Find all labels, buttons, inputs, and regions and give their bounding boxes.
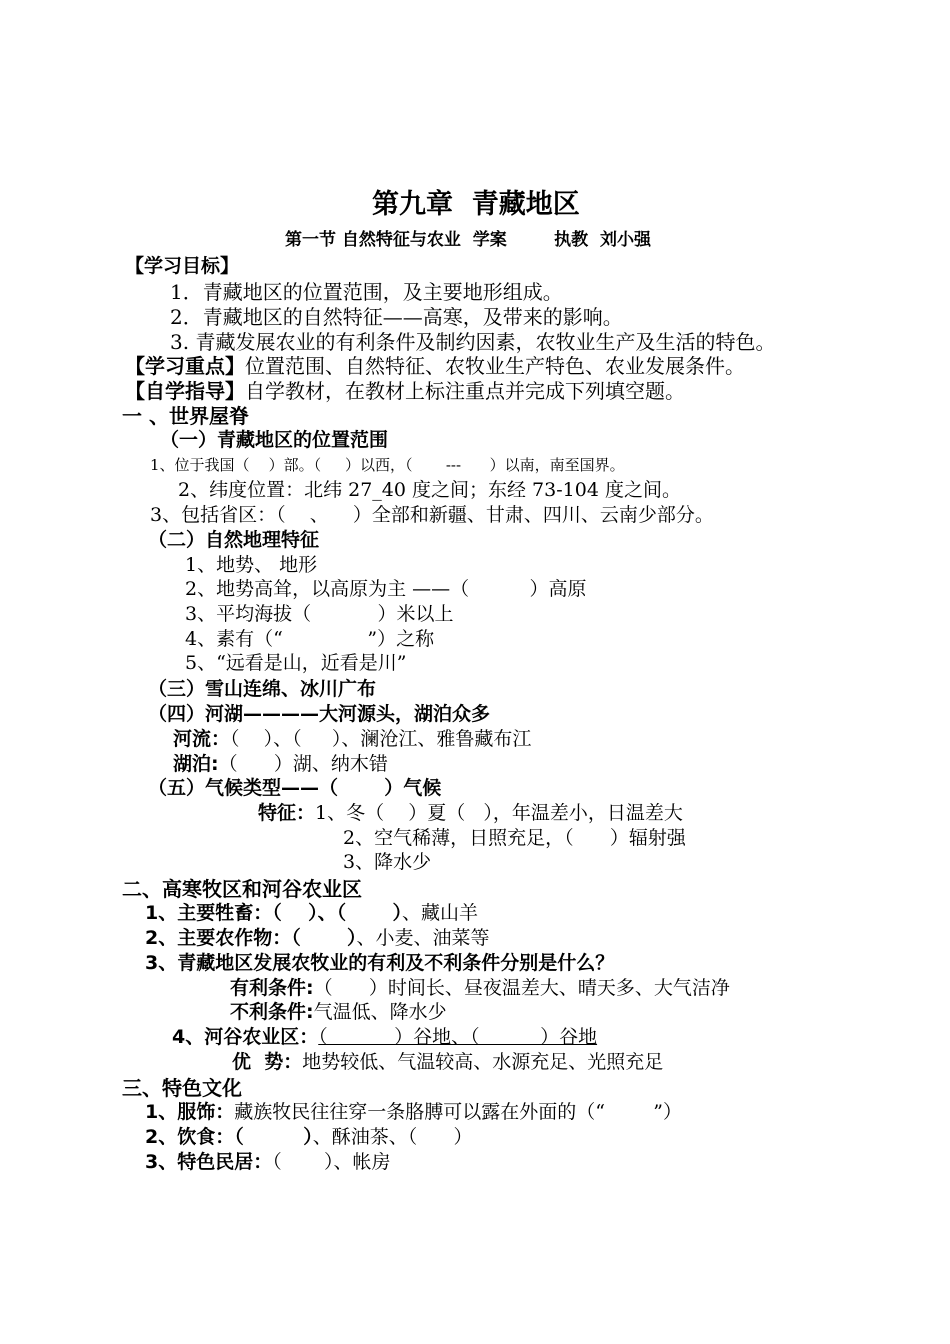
feature-item: 5、“远看是山，近看是川”	[185, 652, 407, 674]
favorable-text: （ ）时间长、昼夜温差大、晴天多、大气洁净	[313, 977, 730, 999]
climate-feature-2: 2、空气稀薄，日照充足，（ ）辐射强	[343, 827, 686, 849]
section-2-heading: 二、高寒牧区和河谷农业区	[122, 877, 362, 901]
key-points-text: 位置范围、自然特征、农牧业生产特色、农业发展条件。	[245, 354, 745, 378]
livestock-text: 、藏山羊	[401, 902, 478, 924]
section-1-sub-4-heading: （四）河湖————大河源头，湖泊众多	[148, 703, 491, 725]
goals-heading: 【学习目标】	[125, 255, 240, 277]
crops-line	[145, 929, 490, 948]
section-3-heading: 三、特色文化	[122, 1076, 242, 1100]
valley-agriculture-line	[172, 1028, 597, 1047]
crops-label: 2、主要农作物：（ ）	[145, 927, 357, 949]
favorable-line	[230, 979, 730, 998]
unfavorable-line	[230, 1003, 447, 1022]
lakes-text: （ ）湖、纳木错	[218, 753, 388, 775]
advantages-text: 地势较低、气温较高、水源充足、光照充足	[302, 1051, 664, 1073]
section-1-sub-1-heading: （一）青藏地区的位置范围	[160, 429, 389, 451]
page-subtitle: 第一节 自然特征与农业 学案 执教 刘小强	[285, 230, 651, 250]
study-guide-text: 自学教材，在教材上标注重点并完成下列填空题。	[245, 379, 685, 403]
food-text: 、酥油茶、（ ）	[312, 1126, 473, 1148]
clothing-line	[145, 1103, 682, 1122]
location-line: 1、位于我国（ ）部。（ ）以西，（ --- ）以南，南至国界。	[150, 456, 625, 474]
conditions-question: 3、青藏地区发展农牧业的有利及不利条件分别是什么？	[145, 952, 615, 974]
climate-feature-1	[258, 804, 683, 823]
study-guide	[125, 381, 685, 401]
section-1-sub-2-heading: （二）自然地理特征	[148, 529, 320, 551]
key-points-label: 【学习重点】	[125, 354, 245, 378]
study-guide-label: 【自学指导】	[125, 379, 245, 403]
livestock-line	[145, 904, 478, 923]
food-line	[145, 1128, 473, 1147]
livestock-label: 1、主要牲畜：（ ）、（ ）	[145, 902, 402, 924]
clothing-label: 1、服饰：	[145, 1101, 235, 1123]
section-1-sub-3-heading: （三）雪山连绵、冰川广布	[148, 678, 377, 700]
rivers-label: 河流：	[173, 728, 231, 750]
goal-item: 2．青藏地区的自然特征——高寒，及带来的影响。	[170, 305, 623, 329]
feature-item: 4、素有（“ ”）之称	[185, 628, 435, 650]
advantages-line	[232, 1053, 663, 1072]
feature-item: 1、地势、 地形	[185, 554, 318, 576]
housing-line	[145, 1153, 391, 1172]
crops-text: 、小麦、油菜等	[356, 927, 490, 949]
rivers-line	[173, 730, 531, 749]
climate-feature-label: 特征：	[258, 802, 316, 824]
feature-item: 3、平均海拔（ ）米以上	[185, 603, 454, 625]
lakes-line	[173, 755, 388, 774]
rivers-text: （ ）、（ ）、澜沧江、雅鲁藏布江	[230, 728, 532, 750]
lakes-label: 湖泊:	[173, 753, 219, 775]
goal-item: 3. 青藏发展农业的有利条件及制约因素，农牧业生产及生活的特色。	[170, 330, 776, 354]
goal-item: 1．青藏地区的位置范围，及主要地形组成。	[170, 280, 563, 304]
housing-label: 3、特色民居：	[145, 1151, 273, 1173]
latitude-line: 2、纬度位置：北纬 27_40 度之间；东经 73-104 度之间。	[178, 479, 681, 501]
advantages-label: 优 势：	[232, 1051, 303, 1073]
valley-agriculture-text: （ ）谷地、（ ）谷地	[318, 1026, 598, 1048]
provinces-line: 3、包括省区：（ 、 ）全部和新疆、甘肃、四川、云南少部分。	[150, 504, 714, 526]
climate-feature-3: 3、降水少	[343, 851, 432, 873]
key-points	[125, 356, 745, 376]
climate-feature-text: 1、冬（ ）夏（ ），年温差小，日温差大	[315, 802, 683, 824]
section-1-sub-5-heading: （五）气候类型——（ ）气候	[148, 777, 442, 799]
food-label: 2、饮食：（ ）	[145, 1126, 313, 1148]
valley-agriculture-label: 4、河谷农业区：	[172, 1026, 319, 1048]
section-1-heading: 一 、世界屋脊	[122, 404, 249, 428]
clothing-text: 藏族牧民往往穿一条胳膊可以露在外面的（“ ”）	[234, 1101, 682, 1123]
favorable-label: 有利条件:	[230, 977, 314, 999]
unfavorable-text: 气温低、降水少	[313, 1001, 447, 1023]
page-title: 第九章 青藏地区	[372, 189, 580, 220]
unfavorable-label: 不利条件:	[230, 1001, 314, 1023]
feature-item: 2、地势高耸，以高原为主 ——（ ）高原	[185, 578, 587, 600]
housing-text: （ ）、帐房	[272, 1151, 391, 1173]
